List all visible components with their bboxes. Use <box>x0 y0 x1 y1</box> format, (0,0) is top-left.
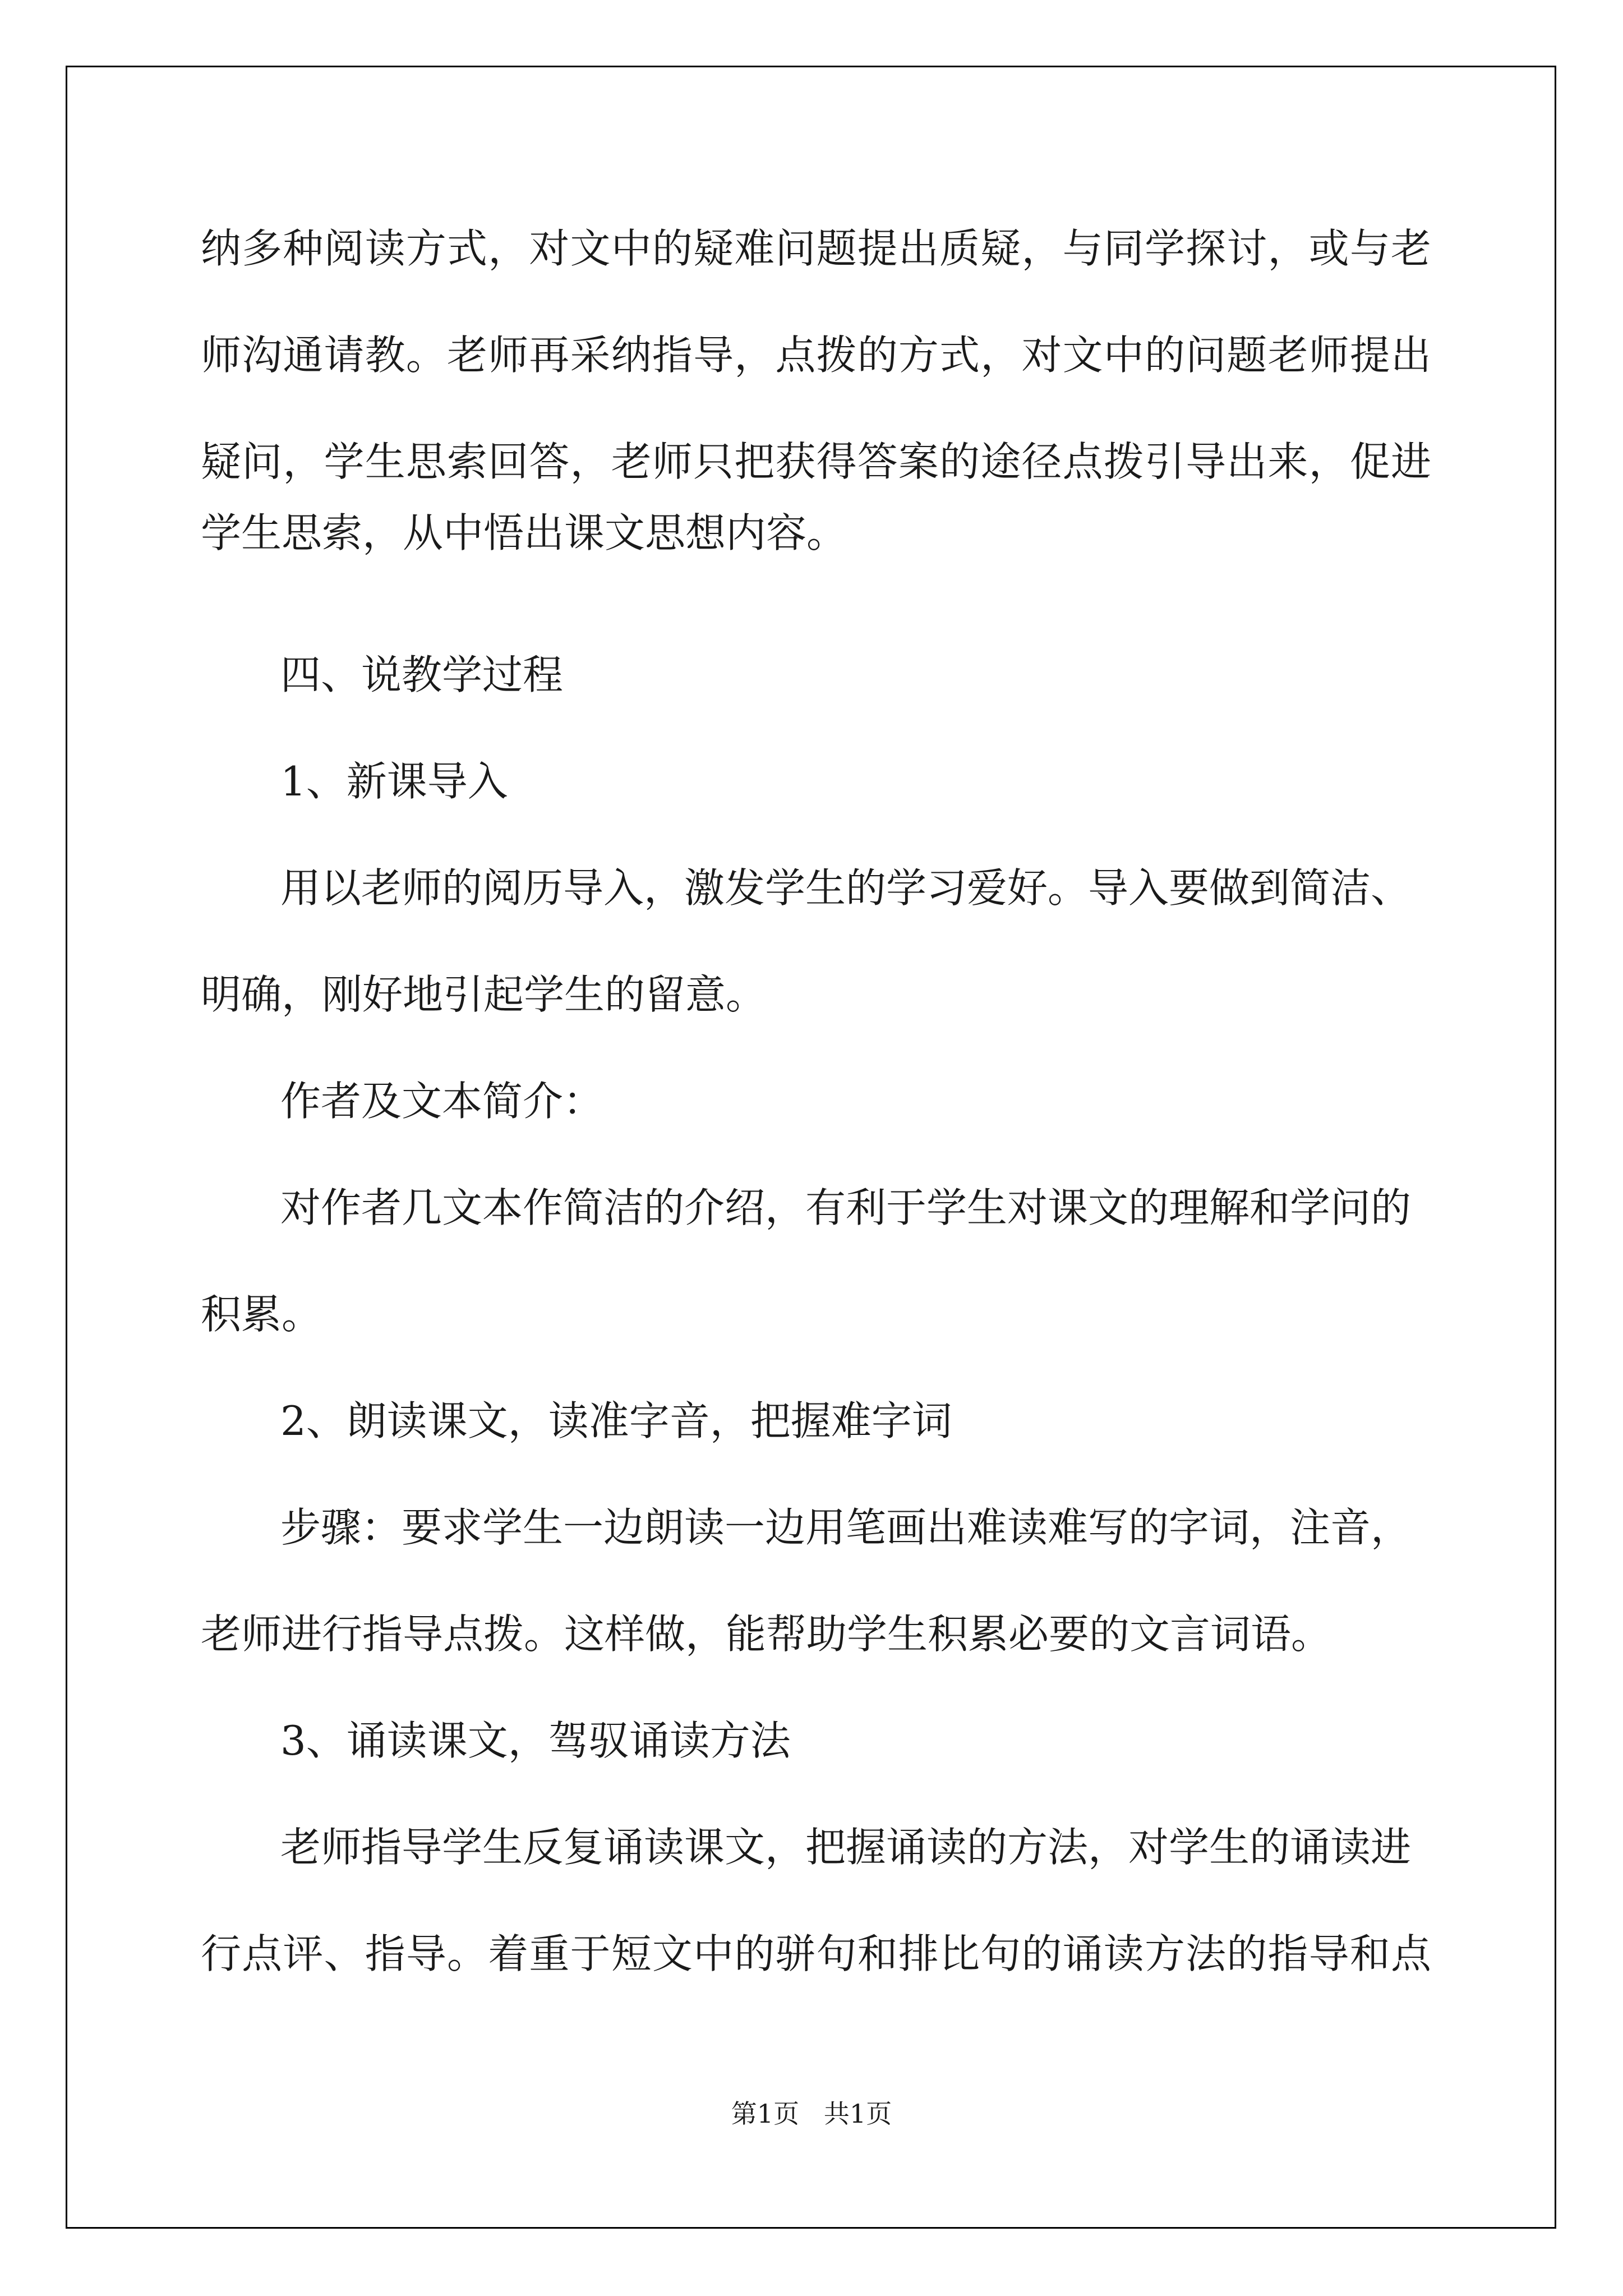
section-heading: 四、说教学过程 <box>280 651 564 698</box>
text-line: 行点评、指导。着重于短文中的骈句和排比句的诵读方法的指导和点 <box>201 1930 1431 1977</box>
text-line: 师沟通请教。老师再采纳指导，点拨的方式，对文中的问题老师提出 <box>201 332 1431 379</box>
text-line: 对作者几文本作简洁的介绍，有利于学生对课文的理解和学问的 <box>280 1184 1412 1231</box>
subsection-heading: 1、新课导入 <box>280 758 508 805</box>
text-line: 用以老师的阅历导入，激发学生的学习爱好。导入要做到简洁、 <box>280 864 1412 912</box>
text-line: 作者及文本简介： <box>280 1078 604 1125</box>
text-line: 纳多种阅读方式，对文中的疑难问题提出质疑，与同学探讨，或与老 <box>201 225 1431 272</box>
text-line: 步骤：要求学生一边朗读一边用笔画出难读难写的字词，注音， <box>280 1504 1412 1551</box>
text-line: 疑问，学生思索回答，老师只把获得答案的途径点拨引导出来，促进 <box>201 438 1431 485</box>
text-line: 学生思索，从中悟出课文思想内容。 <box>201 509 847 556</box>
subsection-heading: 3、诵读课文，驾驭诵读方法 <box>280 1717 791 1764</box>
subsection-heading: 2、朗读课文，读准字音，把握难字词 <box>280 1397 952 1444</box>
page-border <box>66 66 1556 2229</box>
text-line: 老师指导学生反复诵读课文，把握诵读的方法，对学生的诵读进 <box>280 1824 1412 1871</box>
text-line: 积累。 <box>201 1291 322 1338</box>
page-footer: 第1页 共1页 <box>731 2099 892 2129</box>
text-line: 明确，刚好地引起学生的留意。 <box>201 971 767 1018</box>
text-line: 老师进行指导点拨。这样做，能帮助学生积累必要的文言词语。 <box>201 1611 1332 1658</box>
